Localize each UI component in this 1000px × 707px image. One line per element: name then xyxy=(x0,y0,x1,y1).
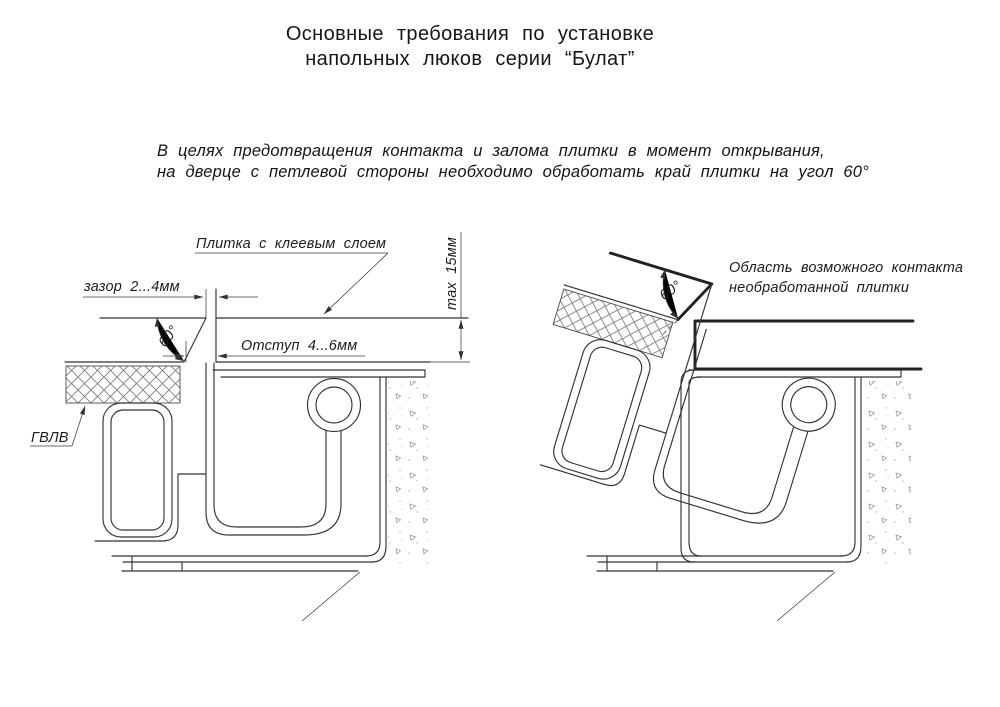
gvlv-label: ГВЛВ xyxy=(31,430,69,446)
contact-area-label-line2: необработанной плитки xyxy=(729,280,910,296)
gvlv-leader xyxy=(72,406,85,446)
contact-area-label-line1: Область возможного контакта xyxy=(729,260,964,276)
break-line-right xyxy=(777,572,835,621)
gvlv-board-section xyxy=(66,366,180,403)
door-pan-step xyxy=(95,474,206,541)
page-title-line2: напольных люков серии “Булат” xyxy=(305,48,635,70)
concrete-section-left xyxy=(388,381,432,565)
break-line xyxy=(302,572,360,621)
door-tube-profile-inner xyxy=(111,410,164,530)
door-tube-outer-open xyxy=(549,335,654,483)
requirement-note-line2: на дверце с петлевой стороны необходимо обработать край плитки на угол 60° xyxy=(157,163,869,181)
gap-dimension-label: зазор 2...4мм xyxy=(84,279,180,295)
door-tube-inner-open xyxy=(559,344,645,474)
frame-flange xyxy=(213,370,425,377)
frame-left-wall xyxy=(681,383,701,562)
frame-bottom-right xyxy=(587,556,848,571)
closed-hatch-diagram xyxy=(30,232,470,621)
door-tile-top-open xyxy=(610,253,711,284)
tile-bevel-edge xyxy=(184,318,206,362)
requirement-note-line1: В целях предотвращения контакта и залома плитки в момент открывания, xyxy=(157,142,825,160)
open-hatch-diagram xyxy=(512,243,963,621)
concrete-section-right xyxy=(863,381,911,565)
hinge-pivot-outer-open xyxy=(776,372,842,438)
offset-dimension-label: Отступ 4...6мм xyxy=(241,338,358,354)
max-height-label: max 15мм xyxy=(444,236,460,310)
door-pan-step-open xyxy=(540,401,666,498)
frame-bottom xyxy=(112,556,373,571)
door-tube-profile-outer xyxy=(103,403,172,537)
frame-flange-right xyxy=(689,370,901,377)
fixed-tile-emphasized xyxy=(695,321,921,369)
bevel-angle-label: 60° xyxy=(155,322,183,351)
contact-angle-label: 60° xyxy=(656,277,685,305)
frame-right-wall xyxy=(366,378,386,562)
door-pan-inner xyxy=(214,363,326,527)
frame-right-wall-right xyxy=(841,378,861,562)
tile-adhesive-leader xyxy=(324,253,388,314)
tile-adhesive-label: Плитка с клеевым слоем xyxy=(196,236,387,252)
page-title-line1: Основные требования по установке xyxy=(285,23,655,45)
